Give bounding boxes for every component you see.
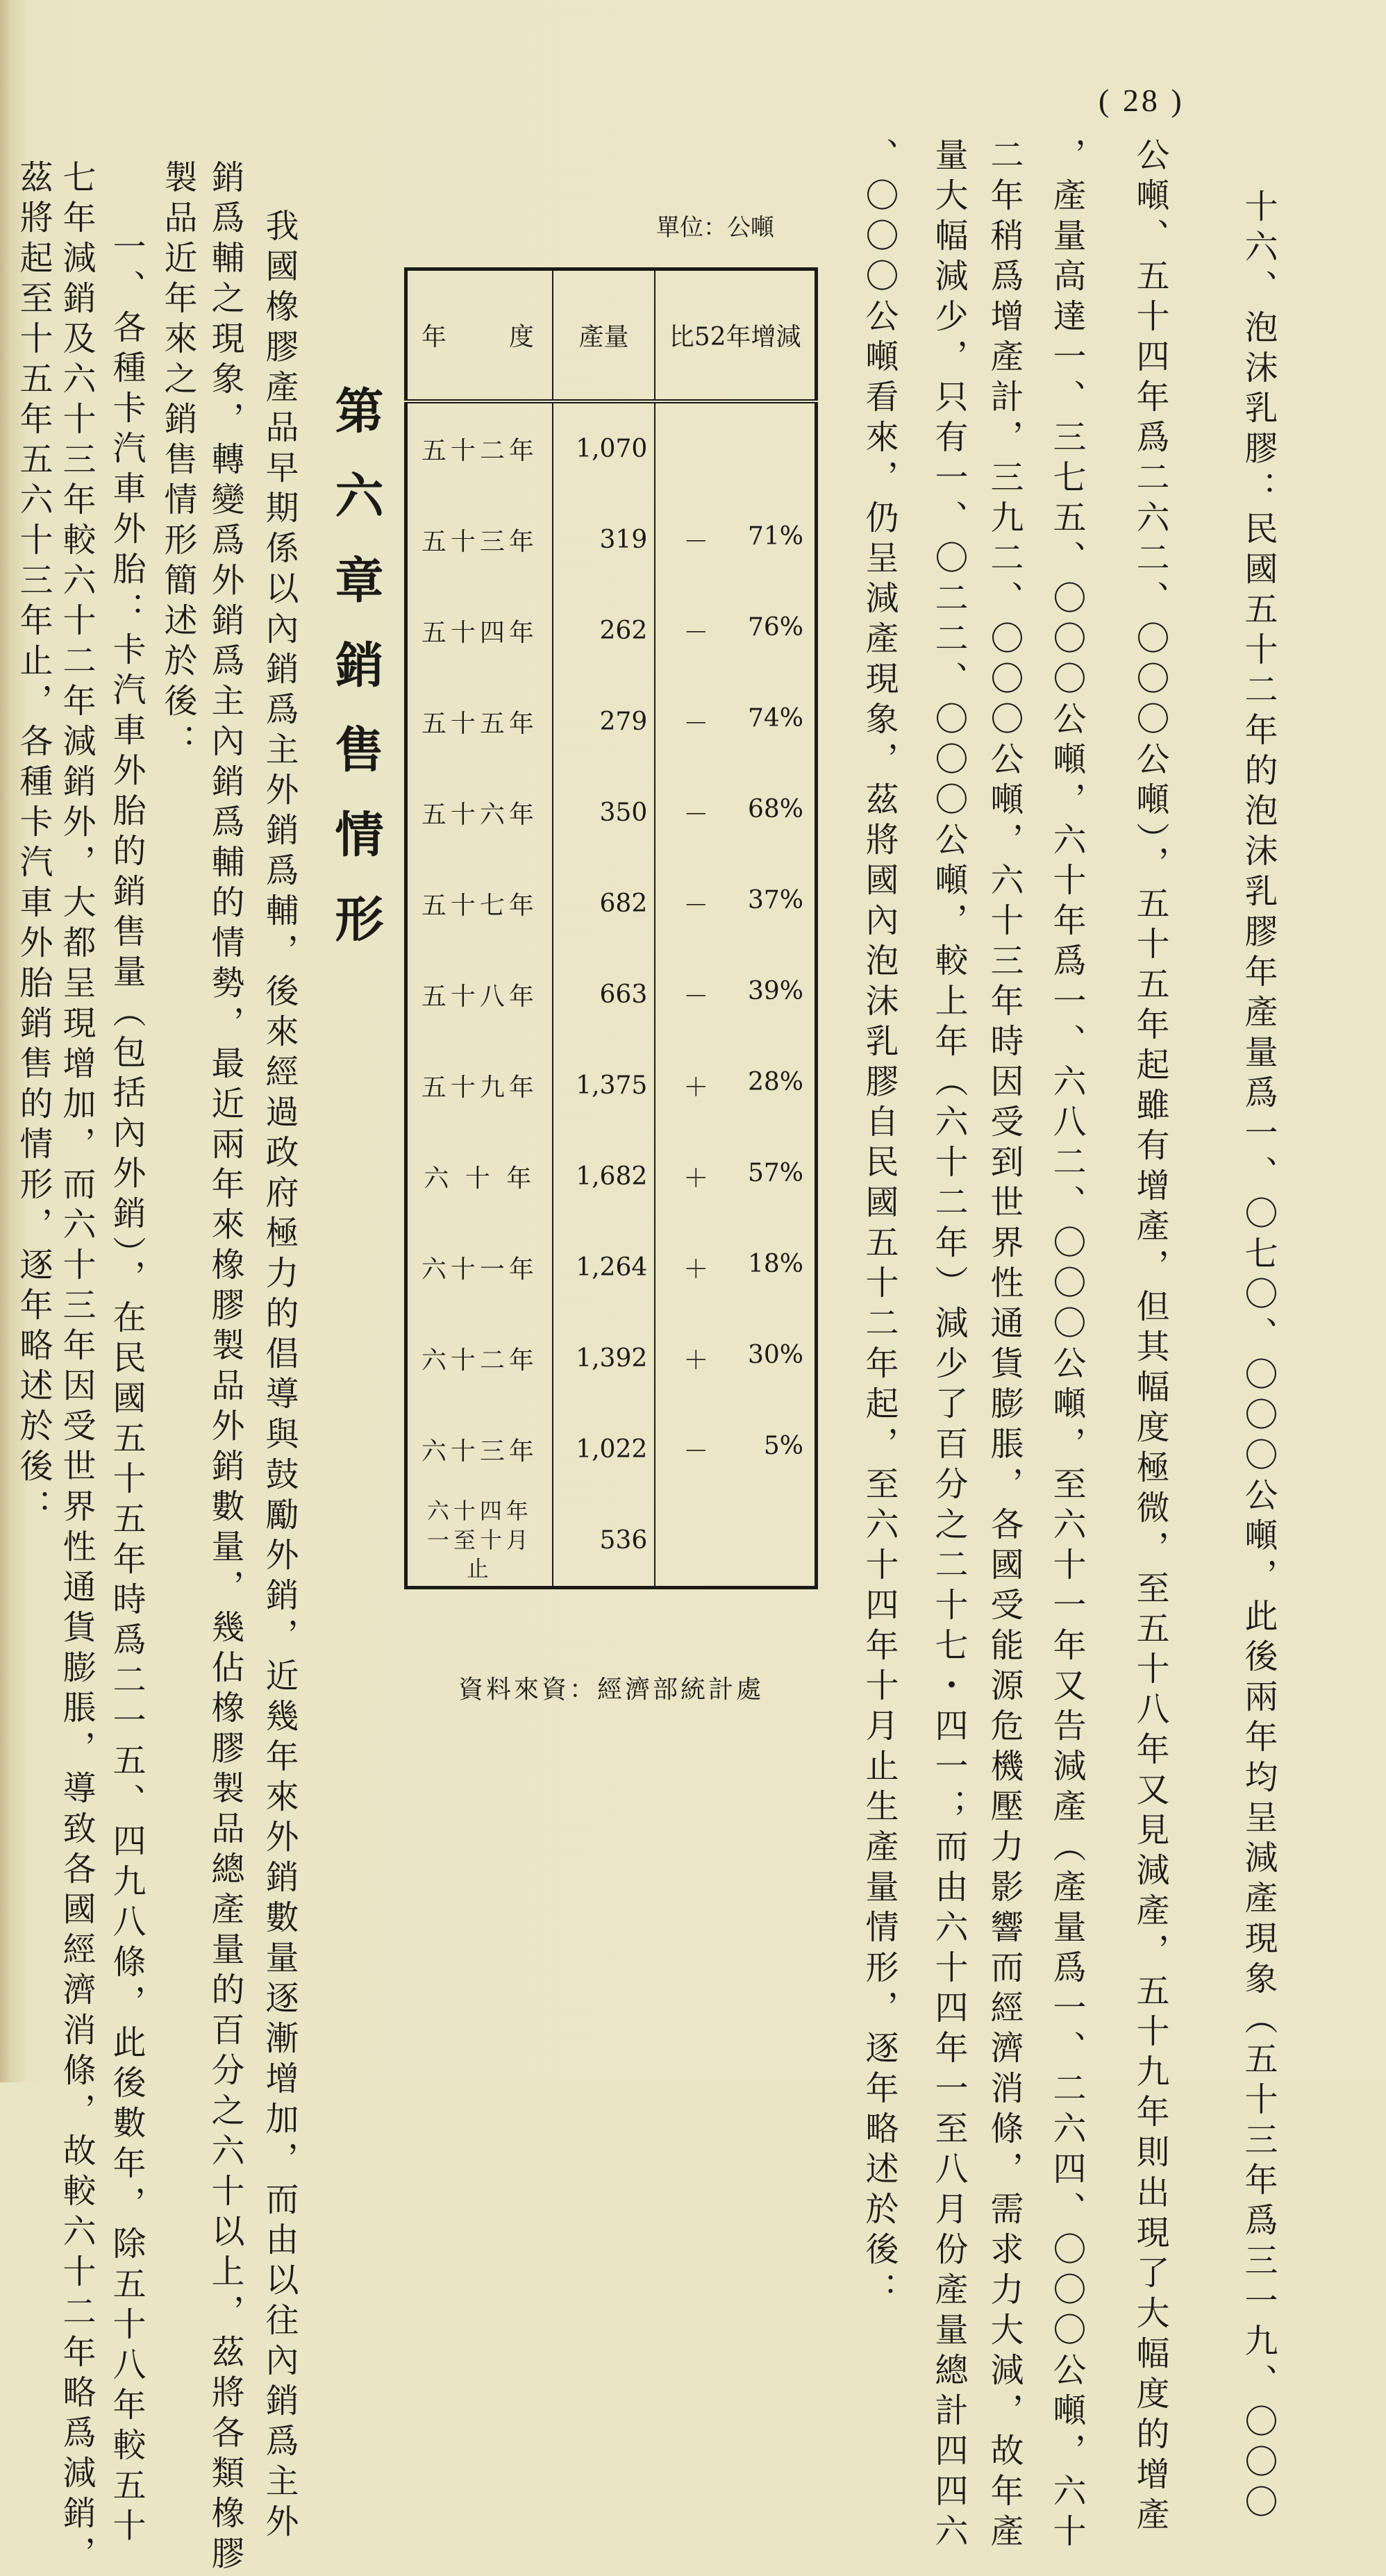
row-year: 六十三年 xyxy=(421,1437,538,1466)
row-sign: ＋ xyxy=(683,1073,709,1102)
table-row xyxy=(406,1222,817,1313)
row-year: 五十三年 xyxy=(421,528,538,556)
header-production: 產量 xyxy=(553,269,656,402)
chapter-text-column-1: 我國橡膠產品早期係以內銷爲主外銷爲輔，後來經過政府極力的倡導與鼓勵外銷，近幾年來外銷數量逐漸增加，而由以往內銷爲主外 xyxy=(260,208,299,2544)
row-sign: － xyxy=(683,619,709,647)
row-production: 536 xyxy=(553,1495,656,1588)
row-pct: 28% xyxy=(747,1068,803,1096)
right-text-column-6: 、〇〇〇公噸看來，仍呈減產現象，茲將國內泡沫乳膠自民國五十二年起，至六十四年十月止生產量情形，逐年略述於後： xyxy=(860,137,899,2312)
table-row xyxy=(406,1131,817,1222)
production-table xyxy=(404,267,818,1589)
row-production: 682 xyxy=(553,858,656,949)
row-year: 五十四年 xyxy=(421,619,538,647)
row-sign: － xyxy=(683,892,709,920)
row-production: 1,022 xyxy=(553,1404,656,1495)
row-pct: 74% xyxy=(747,704,803,733)
table-row xyxy=(406,949,817,1040)
table-row xyxy=(406,676,817,767)
table-row xyxy=(406,767,817,858)
row-pct: 18% xyxy=(747,1250,803,1278)
row-year: 五十六年 xyxy=(421,801,538,829)
row-pct: 76% xyxy=(747,613,803,642)
row-pct: 71% xyxy=(747,522,803,551)
row-sign: ＋ xyxy=(683,1164,709,1193)
header-year: 年 度 xyxy=(406,269,553,402)
row-sign: － xyxy=(683,528,709,556)
row-sign: － xyxy=(683,710,709,738)
row-sign: － xyxy=(683,982,709,1011)
row-year: 五十八年 xyxy=(421,982,538,1011)
row-production: 1,375 xyxy=(553,1040,656,1131)
table-row xyxy=(406,585,817,676)
row-year: 六十二年 xyxy=(421,1346,538,1375)
table-row xyxy=(406,1495,817,1588)
right-text-column-2: 公噸、五十四年爲二六二、〇〇〇公噸），五十五年起雖有增產，但其幅度極微，至五十八年又見減產，五十九年則出現了大幅度的增產 xyxy=(1130,137,1169,2537)
chapter-text-column-3: 製品近年來之銷售情形簡述於後： xyxy=(158,160,197,764)
right-text-column-1: 十六、泡沫乳膠：民國五十二年的泡沫乳膠年產量爲一、〇七〇、〇〇〇公噸，此後兩年均呈減產現象（五十三年爲三一九、〇〇〇 xyxy=(1239,189,1278,2525)
row-production: 262 xyxy=(553,585,656,676)
row-year: 六十一年 xyxy=(421,1255,538,1284)
row-production: 1,392 xyxy=(553,1313,656,1404)
page-number: ( 28 ) xyxy=(1099,83,1185,118)
row-pct: 39% xyxy=(747,977,803,1005)
chapter-text-column-2: 銷爲輔之現象，轉變爲外銷爲主內銷爲輔的情勢，最近兩年來橡膠製品外銷數量，幾佔橡膠製品總產量的百分之六十以上，茲將各類橡膠 xyxy=(206,160,244,2576)
row-sign: ＋ xyxy=(683,1255,709,1284)
table-row xyxy=(406,858,817,949)
row-sign: ＋ xyxy=(683,1346,709,1375)
right-text-column-5: 量大幅減少，只有一、〇二二、〇〇〇公噸，較上年（六十二年）減少了百分之二十七・四一；而由六十四年一至八月份產量總計四四六 xyxy=(929,137,968,2554)
chapter-title: 第六章銷售情形 xyxy=(327,385,385,978)
row-year: 五十九年 xyxy=(421,1073,538,1102)
row-pct: 57% xyxy=(747,1159,803,1187)
row-year: 五十二年 xyxy=(421,437,538,465)
row-sign: － xyxy=(683,1437,709,1466)
row-year: 六十四年 一至十月止 xyxy=(426,1498,533,1582)
row-pct: 68% xyxy=(747,795,803,823)
row-pct: 5% xyxy=(763,1432,803,1460)
right-text-column-3: ，產量高達一、三七五、〇〇〇公噸，六十年爲一、六八二、〇〇〇公噸，至六十一年又告減產（產量爲一、二六四、〇〇〇公噸，六十 xyxy=(1047,137,1086,2554)
table-row xyxy=(406,1404,817,1495)
table-row xyxy=(406,494,817,585)
table-row xyxy=(406,401,817,494)
row-production: 350 xyxy=(553,767,656,858)
chapter-text-column-5: 七年減銷及六十三年較六十二年減銷外，大都呈現增加，而六十三年因受世界性通貨膨脹，導致各國經濟消條，故較六十二年略爲減銷， xyxy=(57,160,96,2576)
row-production: 663 xyxy=(553,949,656,1040)
row-year: 六 十 年 xyxy=(424,1164,536,1193)
row-sign: － xyxy=(683,801,709,829)
row-production: 319 xyxy=(553,494,656,585)
row-pct: 37% xyxy=(747,886,803,914)
unit-label: 單位：公噸 xyxy=(656,214,774,242)
row-pct: 30% xyxy=(747,1341,803,1369)
row-year: 五十七年 xyxy=(421,892,538,920)
row-year: 五十五年 xyxy=(421,710,538,738)
row-production: 279 xyxy=(553,676,656,767)
table-row xyxy=(406,1313,817,1404)
chapter-text-column-4: 一、各種卡汽車外胎：卡汽車外胎的銷售量（包括內外銷），在民國五十五年時爲二一五、四九八條，此後數年，除五十八年較五十 xyxy=(107,229,146,2548)
row-production: 1,682 xyxy=(553,1131,656,1222)
chapter-text-column-6: 茲將起至十五年五六十三年止，各種卡汽車外胎銷售的情形，逐年略述於後： xyxy=(14,160,53,1529)
table-row xyxy=(406,1040,817,1131)
header-change: 比52年增減 xyxy=(655,269,816,402)
row-production: 1,070 xyxy=(553,401,656,494)
row-production: 1,264 xyxy=(553,1222,656,1313)
table-source-note: 資料來資：經濟部統計處 xyxy=(458,1675,765,1704)
right-text-column-4: 二年稍爲增產計，三九二、〇〇〇公噸，六十三年時因受到世界性通貨膨脹，各國受能源危機壓力影響而經濟消條，需求力大減，故年產 xyxy=(985,137,1024,2554)
